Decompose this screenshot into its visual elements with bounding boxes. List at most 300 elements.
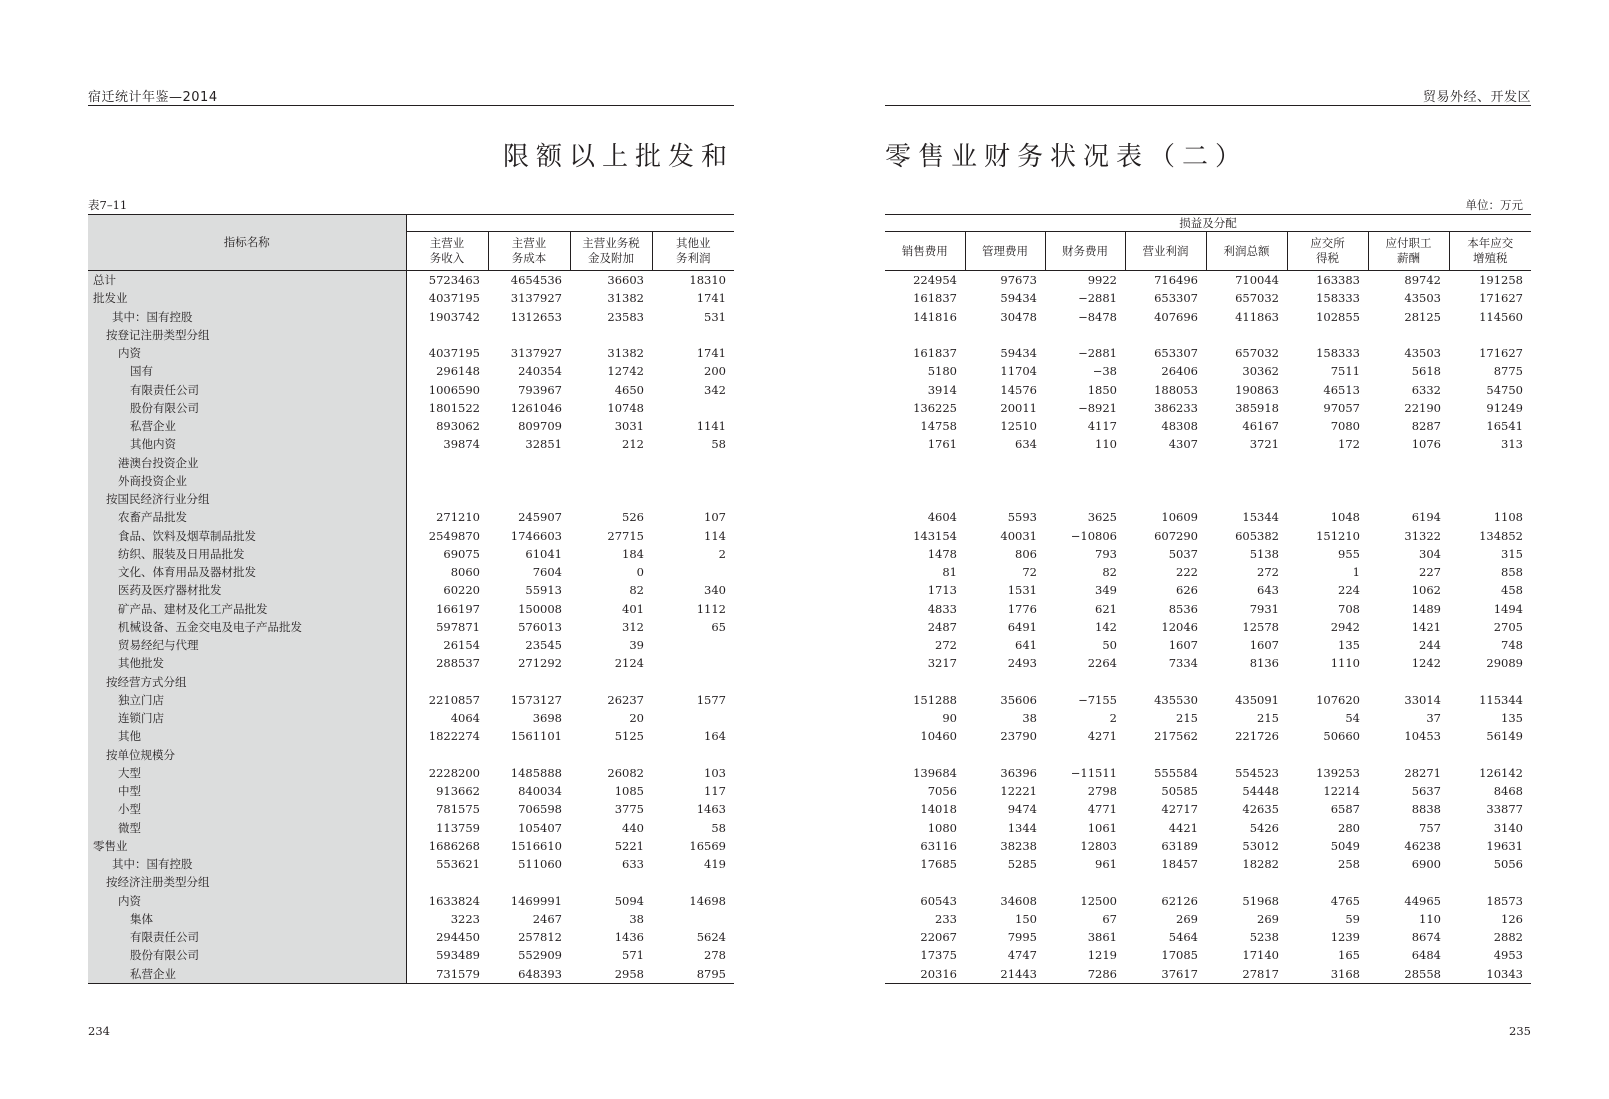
table-cell: 59434 bbox=[1000, 346, 1037, 361]
row-label: 食品、饮料及烟草制品批发 bbox=[88, 527, 406, 545]
unit-label: 单位：万元 bbox=[1465, 198, 1523, 212]
table-cell: 8674 bbox=[1411, 930, 1441, 945]
table-row bbox=[88, 435, 734, 453]
table-cell bbox=[1045, 673, 1125, 691]
table-cell: 107620 bbox=[1316, 692, 1360, 707]
row-label: 其他 bbox=[88, 727, 406, 745]
table-row bbox=[88, 563, 734, 581]
table-row bbox=[88, 819, 734, 837]
table-cell bbox=[1368, 454, 1449, 472]
table-cell: 1741 bbox=[696, 346, 726, 361]
table-cell: 19631 bbox=[1486, 838, 1523, 853]
table-cell bbox=[1449, 673, 1531, 691]
table-cell: 42717 bbox=[1161, 802, 1198, 817]
table-cell: 526 bbox=[622, 510, 644, 525]
table-cell bbox=[1287, 873, 1368, 891]
table-cell: 110 bbox=[1419, 911, 1441, 926]
table-cell: 38 bbox=[629, 911, 644, 926]
row-label: 中型 bbox=[88, 782, 406, 800]
table-cell bbox=[488, 873, 570, 891]
table-cell: 166197 bbox=[436, 601, 480, 616]
table-cell bbox=[1045, 746, 1125, 764]
row-label: 医药及医疗器材批发 bbox=[88, 581, 406, 599]
table-cell: 114560 bbox=[1479, 309, 1523, 324]
table-cell: −7155 bbox=[1078, 692, 1117, 707]
table-cell: 48308 bbox=[1161, 419, 1198, 434]
table-row bbox=[885, 308, 1531, 326]
table-cell: 20316 bbox=[920, 966, 957, 981]
table-cell: 26154 bbox=[443, 638, 480, 653]
table-cell: 1141 bbox=[696, 419, 726, 434]
table-cell: 171627 bbox=[1479, 346, 1523, 361]
table-cell bbox=[885, 746, 965, 764]
table-cell: 5285 bbox=[1007, 857, 1037, 872]
table-cell: 12046 bbox=[1161, 619, 1198, 634]
table-cell: 271210 bbox=[436, 510, 480, 525]
table-row bbox=[885, 654, 1531, 672]
table-cell: 23545 bbox=[525, 638, 562, 653]
table-cell: 4037195 bbox=[428, 346, 480, 361]
table-cell: −2881 bbox=[1078, 291, 1117, 306]
table-row bbox=[885, 472, 1531, 490]
row-label: 微型 bbox=[88, 819, 406, 837]
table-cell: 2 bbox=[718, 546, 726, 561]
table-cell: 955 bbox=[1338, 546, 1360, 561]
table-cell: 3223 bbox=[450, 911, 480, 926]
table-cell: 1494 bbox=[1493, 601, 1523, 616]
table-cell: 5125 bbox=[614, 729, 644, 744]
table-row bbox=[88, 545, 734, 563]
table-cell: 31382 bbox=[607, 346, 644, 361]
table-cell: 1085 bbox=[614, 784, 644, 799]
table-row bbox=[885, 673, 1531, 691]
table-cell bbox=[965, 746, 1045, 764]
table-cell: 59 bbox=[1345, 911, 1360, 926]
table-cell: 233 bbox=[935, 911, 957, 926]
table-cell: 607290 bbox=[1154, 528, 1198, 543]
table-cell: 114 bbox=[704, 528, 726, 543]
table-cell: 576013 bbox=[518, 619, 562, 634]
table-cell: 67 bbox=[1102, 911, 1117, 926]
table-cell bbox=[1206, 472, 1287, 490]
page-number: 235 bbox=[1509, 1024, 1531, 1038]
table-cell bbox=[406, 454, 488, 472]
row-label: 零售业 bbox=[88, 837, 406, 855]
table-cell bbox=[652, 454, 734, 472]
table-cell: 14698 bbox=[689, 893, 726, 908]
table-cell: 593489 bbox=[436, 948, 480, 963]
table-cell: 6484 bbox=[1411, 948, 1441, 963]
left-column-header: 主营业 务成本 bbox=[488, 232, 570, 271]
table-cell: 2798 bbox=[1087, 784, 1117, 799]
table-cell: 27817 bbox=[1242, 966, 1279, 981]
table-cell: 511060 bbox=[518, 857, 562, 872]
table-title-part2: 零售业财务状况表（二） bbox=[885, 142, 1249, 172]
table-row bbox=[885, 527, 1531, 545]
table-cell bbox=[1449, 454, 1531, 472]
table-cell: 20011 bbox=[1000, 400, 1037, 415]
row-label: 国有 bbox=[88, 362, 406, 380]
table-cell bbox=[1125, 490, 1206, 508]
table-cell: 748 bbox=[1501, 638, 1523, 653]
table-cell: 40031 bbox=[1000, 528, 1037, 543]
table-cell: 188053 bbox=[1154, 382, 1198, 397]
table-cell bbox=[1449, 472, 1531, 490]
table-cell bbox=[885, 490, 965, 508]
table-cell: 113759 bbox=[436, 820, 480, 835]
table-cell: 5138 bbox=[1249, 546, 1279, 561]
table-row bbox=[88, 746, 734, 764]
table-cell: 22067 bbox=[920, 930, 957, 945]
right-column-header: 营业利润 bbox=[1125, 232, 1206, 271]
table-cell: 150 bbox=[1015, 911, 1037, 926]
table-cell: 46238 bbox=[1404, 838, 1441, 853]
table-cell: 1108 bbox=[1493, 510, 1523, 525]
table-cell: 7080 bbox=[1330, 419, 1360, 434]
table-row bbox=[885, 946, 1531, 964]
table-cell: 1421 bbox=[1411, 619, 1441, 634]
table-cell bbox=[488, 746, 570, 764]
row-label: 贸易经纪与代理 bbox=[88, 636, 406, 654]
table-cell: 221726 bbox=[1235, 729, 1279, 744]
table-cell: 315 bbox=[1501, 546, 1523, 561]
table-cell bbox=[652, 746, 734, 764]
table-row bbox=[88, 600, 734, 618]
table-row bbox=[885, 344, 1531, 362]
table-cell: 8795 bbox=[696, 966, 726, 981]
table-cell: 2264 bbox=[1087, 656, 1117, 671]
table-row bbox=[885, 782, 1531, 800]
table-cell: 641 bbox=[1015, 638, 1037, 653]
table-cell bbox=[885, 472, 965, 490]
table-cell: 296148 bbox=[436, 364, 480, 379]
row-label: 大型 bbox=[88, 764, 406, 782]
table-cell: 151210 bbox=[1316, 528, 1360, 543]
table-cell bbox=[406, 746, 488, 764]
row-label: 私营企业 bbox=[88, 965, 406, 984]
table-cell: 1741 bbox=[696, 291, 726, 306]
table-cell: 23790 bbox=[1000, 729, 1037, 744]
table-cell: 30362 bbox=[1242, 364, 1279, 379]
table-cell: 2210857 bbox=[428, 692, 480, 707]
table-cell: 1577 bbox=[696, 692, 726, 707]
table-cell: 5180 bbox=[927, 364, 957, 379]
table-cell bbox=[1449, 326, 1531, 344]
table-cell: 653307 bbox=[1154, 291, 1198, 306]
table-cell bbox=[1125, 326, 1206, 344]
table-cell: 2493 bbox=[1007, 656, 1037, 671]
table-cell: 139684 bbox=[913, 765, 957, 780]
table-cell bbox=[488, 673, 570, 691]
row-label: 按国民经济行业分组 bbox=[88, 490, 406, 508]
table-cell: 59434 bbox=[1000, 291, 1037, 306]
table-cell: 217562 bbox=[1154, 729, 1198, 744]
table-cell: 8287 bbox=[1411, 419, 1441, 434]
row-label: 港澳台投资企业 bbox=[88, 454, 406, 472]
table-cell: 65 bbox=[711, 619, 726, 634]
table-cell: 605382 bbox=[1235, 528, 1279, 543]
table-cell: 3914 bbox=[927, 382, 957, 397]
table-cell: 7334 bbox=[1168, 656, 1198, 671]
table-row bbox=[885, 381, 1531, 399]
table-cell: 6194 bbox=[1411, 510, 1441, 525]
table-cell: 141816 bbox=[913, 309, 957, 324]
table-row bbox=[88, 490, 734, 508]
table-cell: 4771 bbox=[1087, 802, 1117, 817]
table-cell: 227 bbox=[1419, 565, 1441, 580]
table-cell: 39874 bbox=[443, 437, 480, 452]
table-row bbox=[88, 326, 734, 344]
table-cell bbox=[1045, 490, 1125, 508]
table-cell bbox=[965, 326, 1045, 344]
table-cell bbox=[1368, 472, 1449, 490]
right-column-header: 应付职工 薪酬 bbox=[1368, 232, 1449, 271]
table-cell: 3775 bbox=[614, 802, 644, 817]
table-cell: 1713 bbox=[927, 583, 957, 598]
table-row bbox=[885, 965, 1531, 984]
table-row bbox=[88, 362, 734, 380]
table-cell: 3137927 bbox=[510, 346, 562, 361]
table-row bbox=[885, 727, 1531, 745]
table-cell: 710044 bbox=[1235, 273, 1279, 288]
table-cell bbox=[652, 654, 734, 672]
table-cell bbox=[1368, 746, 1449, 764]
table-row bbox=[885, 691, 1531, 709]
table-cell: 28558 bbox=[1404, 966, 1441, 981]
table-cell: 5238 bbox=[1249, 930, 1279, 945]
right-column-header: 应交所 得税 bbox=[1287, 232, 1368, 271]
table-cell: 8136 bbox=[1249, 656, 1279, 671]
table-row bbox=[88, 782, 734, 800]
table-cell: 1112 bbox=[696, 601, 726, 616]
table-cell: 158333 bbox=[1316, 346, 1360, 361]
table-cell: 12510 bbox=[1000, 419, 1037, 434]
table-cell bbox=[885, 326, 965, 344]
table-cell bbox=[1206, 454, 1287, 472]
table-cell: 643 bbox=[1257, 583, 1279, 598]
table-cell: 44965 bbox=[1404, 893, 1441, 908]
table-cell: 4747 bbox=[1007, 948, 1037, 963]
table-cell bbox=[488, 490, 570, 508]
table-row bbox=[885, 563, 1531, 581]
table-cell: 3031 bbox=[614, 419, 644, 434]
table-cell: 43503 bbox=[1404, 346, 1441, 361]
table-cell bbox=[570, 673, 652, 691]
table-cell bbox=[652, 563, 734, 581]
table-cell bbox=[1449, 873, 1531, 891]
table-cell: 1607 bbox=[1168, 638, 1198, 653]
table-row bbox=[885, 709, 1531, 727]
table-cell bbox=[652, 873, 734, 891]
table-cell: 411863 bbox=[1235, 309, 1279, 324]
table-row bbox=[885, 928, 1531, 946]
table-cell bbox=[1045, 454, 1125, 472]
row-label: 股份有限公司 bbox=[88, 946, 406, 964]
table-row bbox=[88, 618, 734, 636]
table-cell: 458 bbox=[1501, 583, 1523, 598]
table-cell bbox=[1287, 673, 1368, 691]
table-cell: 245907 bbox=[518, 510, 562, 525]
table-cell: 139253 bbox=[1316, 765, 1360, 780]
table-cell: 171627 bbox=[1479, 291, 1523, 306]
table-cell: 91249 bbox=[1486, 400, 1523, 415]
header-rule bbox=[885, 105, 1531, 106]
table-cell: 407696 bbox=[1154, 309, 1198, 324]
table-cell: 17085 bbox=[1161, 948, 1198, 963]
row-label: 纺织、服装及日用品批发 bbox=[88, 545, 406, 563]
table-cell: 240354 bbox=[518, 364, 562, 379]
table-cell bbox=[652, 910, 734, 928]
row-label: 其中：国有控股 bbox=[88, 308, 406, 326]
table-cell: 32851 bbox=[525, 437, 562, 452]
table-cell: 31382 bbox=[607, 291, 644, 306]
table-cell: 12742 bbox=[607, 364, 644, 379]
table-cell: 1080 bbox=[927, 820, 957, 835]
table-row bbox=[88, 417, 734, 435]
table-row bbox=[88, 654, 734, 672]
table-cell bbox=[1045, 873, 1125, 891]
table-cell bbox=[1287, 326, 1368, 344]
table-cell bbox=[1206, 746, 1287, 764]
table-row bbox=[885, 435, 1531, 453]
table-cell: 46513 bbox=[1323, 382, 1360, 397]
table-cell: 840034 bbox=[518, 784, 562, 799]
table-cell bbox=[570, 490, 652, 508]
table-cell: 82 bbox=[1102, 565, 1117, 580]
table-cell bbox=[488, 472, 570, 490]
table-cell: 6587 bbox=[1330, 802, 1360, 817]
table-cell: 38238 bbox=[1000, 838, 1037, 853]
table-cell bbox=[1125, 454, 1206, 472]
table-cell: 6491 bbox=[1007, 619, 1037, 634]
table-cell: 554523 bbox=[1235, 765, 1279, 780]
table-row bbox=[88, 873, 734, 891]
table-cell: 37617 bbox=[1161, 966, 1198, 981]
table-cell: 164 bbox=[704, 729, 726, 744]
table-cell: 4421 bbox=[1168, 820, 1198, 835]
table-cell: 3861 bbox=[1087, 930, 1117, 945]
row-label: 其中：国有控股 bbox=[88, 855, 406, 873]
table-cell: 2124 bbox=[614, 656, 644, 671]
table-row bbox=[885, 618, 1531, 636]
table-row bbox=[88, 508, 734, 526]
table-cell: 17375 bbox=[920, 948, 957, 963]
table-cell: 53012 bbox=[1242, 838, 1279, 853]
table-cell: 30478 bbox=[1000, 309, 1037, 324]
table-cell: 4064 bbox=[450, 711, 480, 726]
table-row bbox=[885, 746, 1531, 764]
running-head: 宿迁统计年鉴—2014 bbox=[88, 90, 218, 105]
table-cell: 1344 bbox=[1007, 820, 1037, 835]
table-cell bbox=[570, 454, 652, 472]
table-cell: 39 bbox=[629, 638, 644, 653]
table-row bbox=[88, 965, 734, 984]
table-cell: 6900 bbox=[1411, 857, 1441, 872]
table-row bbox=[88, 946, 734, 964]
table-cell: 102855 bbox=[1316, 309, 1360, 324]
table-cell: 3168 bbox=[1330, 966, 1360, 981]
table-cell: 1436 bbox=[614, 930, 644, 945]
table-cell: 272 bbox=[935, 638, 957, 653]
table-cell: 97673 bbox=[1000, 273, 1037, 288]
table-row bbox=[88, 581, 734, 599]
table-cell bbox=[965, 873, 1045, 891]
table-cell: 60543 bbox=[920, 893, 957, 908]
table-cell: 1469991 bbox=[510, 893, 562, 908]
table-cell: 14758 bbox=[920, 419, 957, 434]
table-cell: 401 bbox=[622, 601, 644, 616]
table-cell: 621 bbox=[1095, 601, 1117, 616]
table-cell: 117 bbox=[704, 784, 726, 799]
table-cell: 12221 bbox=[1000, 784, 1037, 799]
table-cell: 3137927 bbox=[510, 291, 562, 306]
table-cell: 16569 bbox=[689, 838, 726, 853]
row-label: 集体 bbox=[88, 910, 406, 928]
table-cell: 4604 bbox=[927, 510, 957, 525]
table-cell: 4765 bbox=[1330, 893, 1360, 908]
table-cell: 8468 bbox=[1493, 784, 1523, 799]
table-cell: 105407 bbox=[518, 820, 562, 835]
table-cell: 553621 bbox=[436, 857, 480, 872]
table-cell: 1048 bbox=[1330, 510, 1360, 525]
table-cell: 1903742 bbox=[428, 309, 480, 324]
table-cell: 81 bbox=[942, 565, 957, 580]
table-row bbox=[88, 472, 734, 490]
left-column-header: 其他业 务利润 bbox=[652, 232, 734, 271]
table-cell: 2882 bbox=[1493, 930, 1523, 945]
table-cell: 342 bbox=[704, 382, 726, 397]
table-cell: 4271 bbox=[1087, 729, 1117, 744]
table-cell bbox=[1206, 490, 1287, 508]
table-cell bbox=[652, 472, 734, 490]
table-cell: 172 bbox=[1338, 437, 1360, 452]
table-cell: 163383 bbox=[1316, 273, 1360, 288]
table-cell: 212 bbox=[622, 437, 644, 452]
table-cell: 657032 bbox=[1235, 346, 1279, 361]
table-cell: 272 bbox=[1257, 565, 1279, 580]
table-cell bbox=[1368, 673, 1449, 691]
table-cell: 42635 bbox=[1242, 802, 1279, 817]
table-cell bbox=[652, 673, 734, 691]
table-cell: 5056 bbox=[1493, 857, 1523, 872]
table-cell: 5221 bbox=[614, 838, 644, 853]
table-cell: −10806 bbox=[1070, 528, 1117, 543]
table-cell: 143154 bbox=[913, 528, 957, 543]
table-cell: 63189 bbox=[1161, 838, 1198, 853]
table-cell: 5723463 bbox=[428, 273, 480, 288]
table-cell: 161837 bbox=[913, 291, 957, 306]
table-cell: 4654536 bbox=[510, 273, 562, 288]
table-cell: 1076 bbox=[1411, 437, 1441, 452]
table-cell: 7995 bbox=[1007, 930, 1037, 945]
table-cell: 17140 bbox=[1242, 948, 1279, 963]
table-cell bbox=[1449, 746, 1531, 764]
table-cell: −2881 bbox=[1078, 346, 1117, 361]
row-label: 批发业 bbox=[88, 289, 406, 307]
table-cell: 571 bbox=[622, 948, 644, 963]
table-row bbox=[885, 600, 1531, 618]
table-cell: 224954 bbox=[913, 273, 957, 288]
table-cell: 4037195 bbox=[428, 291, 480, 306]
table-cell: 18573 bbox=[1486, 893, 1523, 908]
table-cell: 107 bbox=[704, 510, 726, 525]
table-cell: 20 bbox=[629, 711, 644, 726]
table-row bbox=[88, 673, 734, 691]
table-cell: 2705 bbox=[1493, 619, 1523, 634]
table-cell: 8838 bbox=[1411, 802, 1441, 817]
table-cell: 82 bbox=[629, 583, 644, 598]
table-cell: 1516610 bbox=[510, 838, 562, 853]
